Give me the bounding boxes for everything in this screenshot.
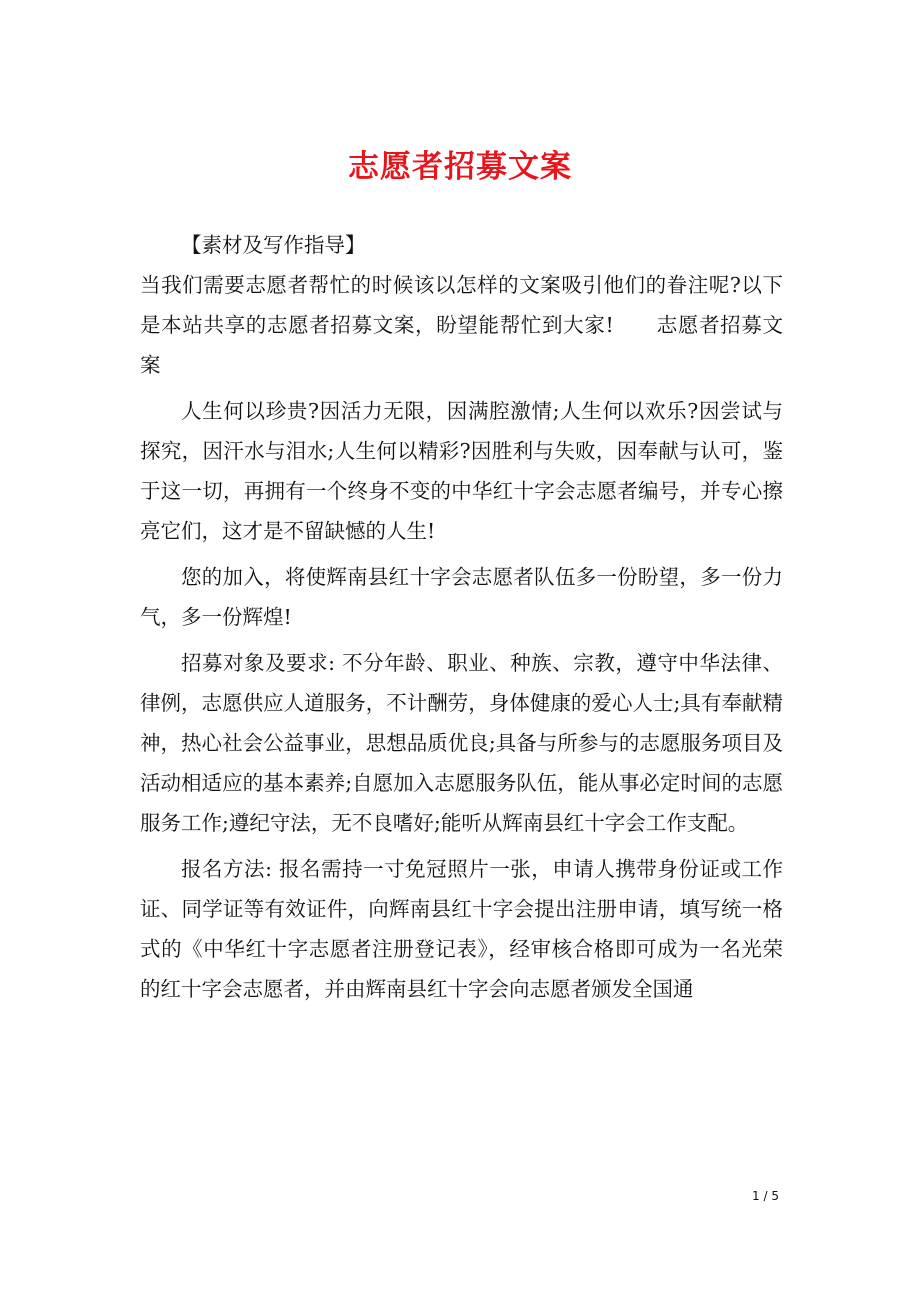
document-title: 志愿者招募文案 (348, 149, 572, 185)
body-paragraph-2: 您的加入，将使辉南县红十字会志愿者队伍多一份盼望，多一份力气，多一份辉煌! (140, 565, 783, 629)
body-paragraph-4: 报名方法: 报名需持一寸免冠照片一张，申请人携带身份证或工作证、同学证等有效证件，向辉南县红十字会提出注册申请，填写统一格式的《中华红十字志愿者注册登记表》，经审核合格即可成为一名光荣的红十字会志愿者，并由辉南县红十字会向志愿者颁发全国通 (140, 857, 783, 1001)
section-heading: 【素材及写作指导】 (181, 233, 366, 257)
page-number: 1 / 5 (752, 1189, 779, 1203)
body-paragraph-3: 招募对象及要求: 不分年龄、职业、种族、宗教，遵守中华法律、律例，志愿供应人道服务，不计酬劳，身体健康的爱心人士;具有奉献精神，热心社会公益事业，思想品质优良;具备与所参与的志愿服务项目及活动相适应的基本素养;自愿加入志愿服务队伍，能从事必定时间的志愿服务工作;遵纪守法，无不良嗜好;能听从辉南县红十字会工作支配。 (140, 651, 783, 835)
intro-paragraph: 当我们需要志愿者帮忙的时候该以怎样的文案吸引他们的眷注呢?以下是本站共享的志愿者招募文案，盼望能帮忙到大家! 志愿者招募文案 (140, 273, 783, 377)
body-paragraph-1: 人生何以珍贵?因活力无限，因满腔激情;人生何以欢乐?因尝试与探究，因汗水与泪水;人生何以精彩?因胜利与失败，因奉献与认可，鉴于这一切，再拥有一个终身不变的中华红十字会志愿者编号，并专心擦亮它们，这才是不留缺憾的人生! (140, 399, 783, 543)
document-body (140, 225, 783, 1009)
